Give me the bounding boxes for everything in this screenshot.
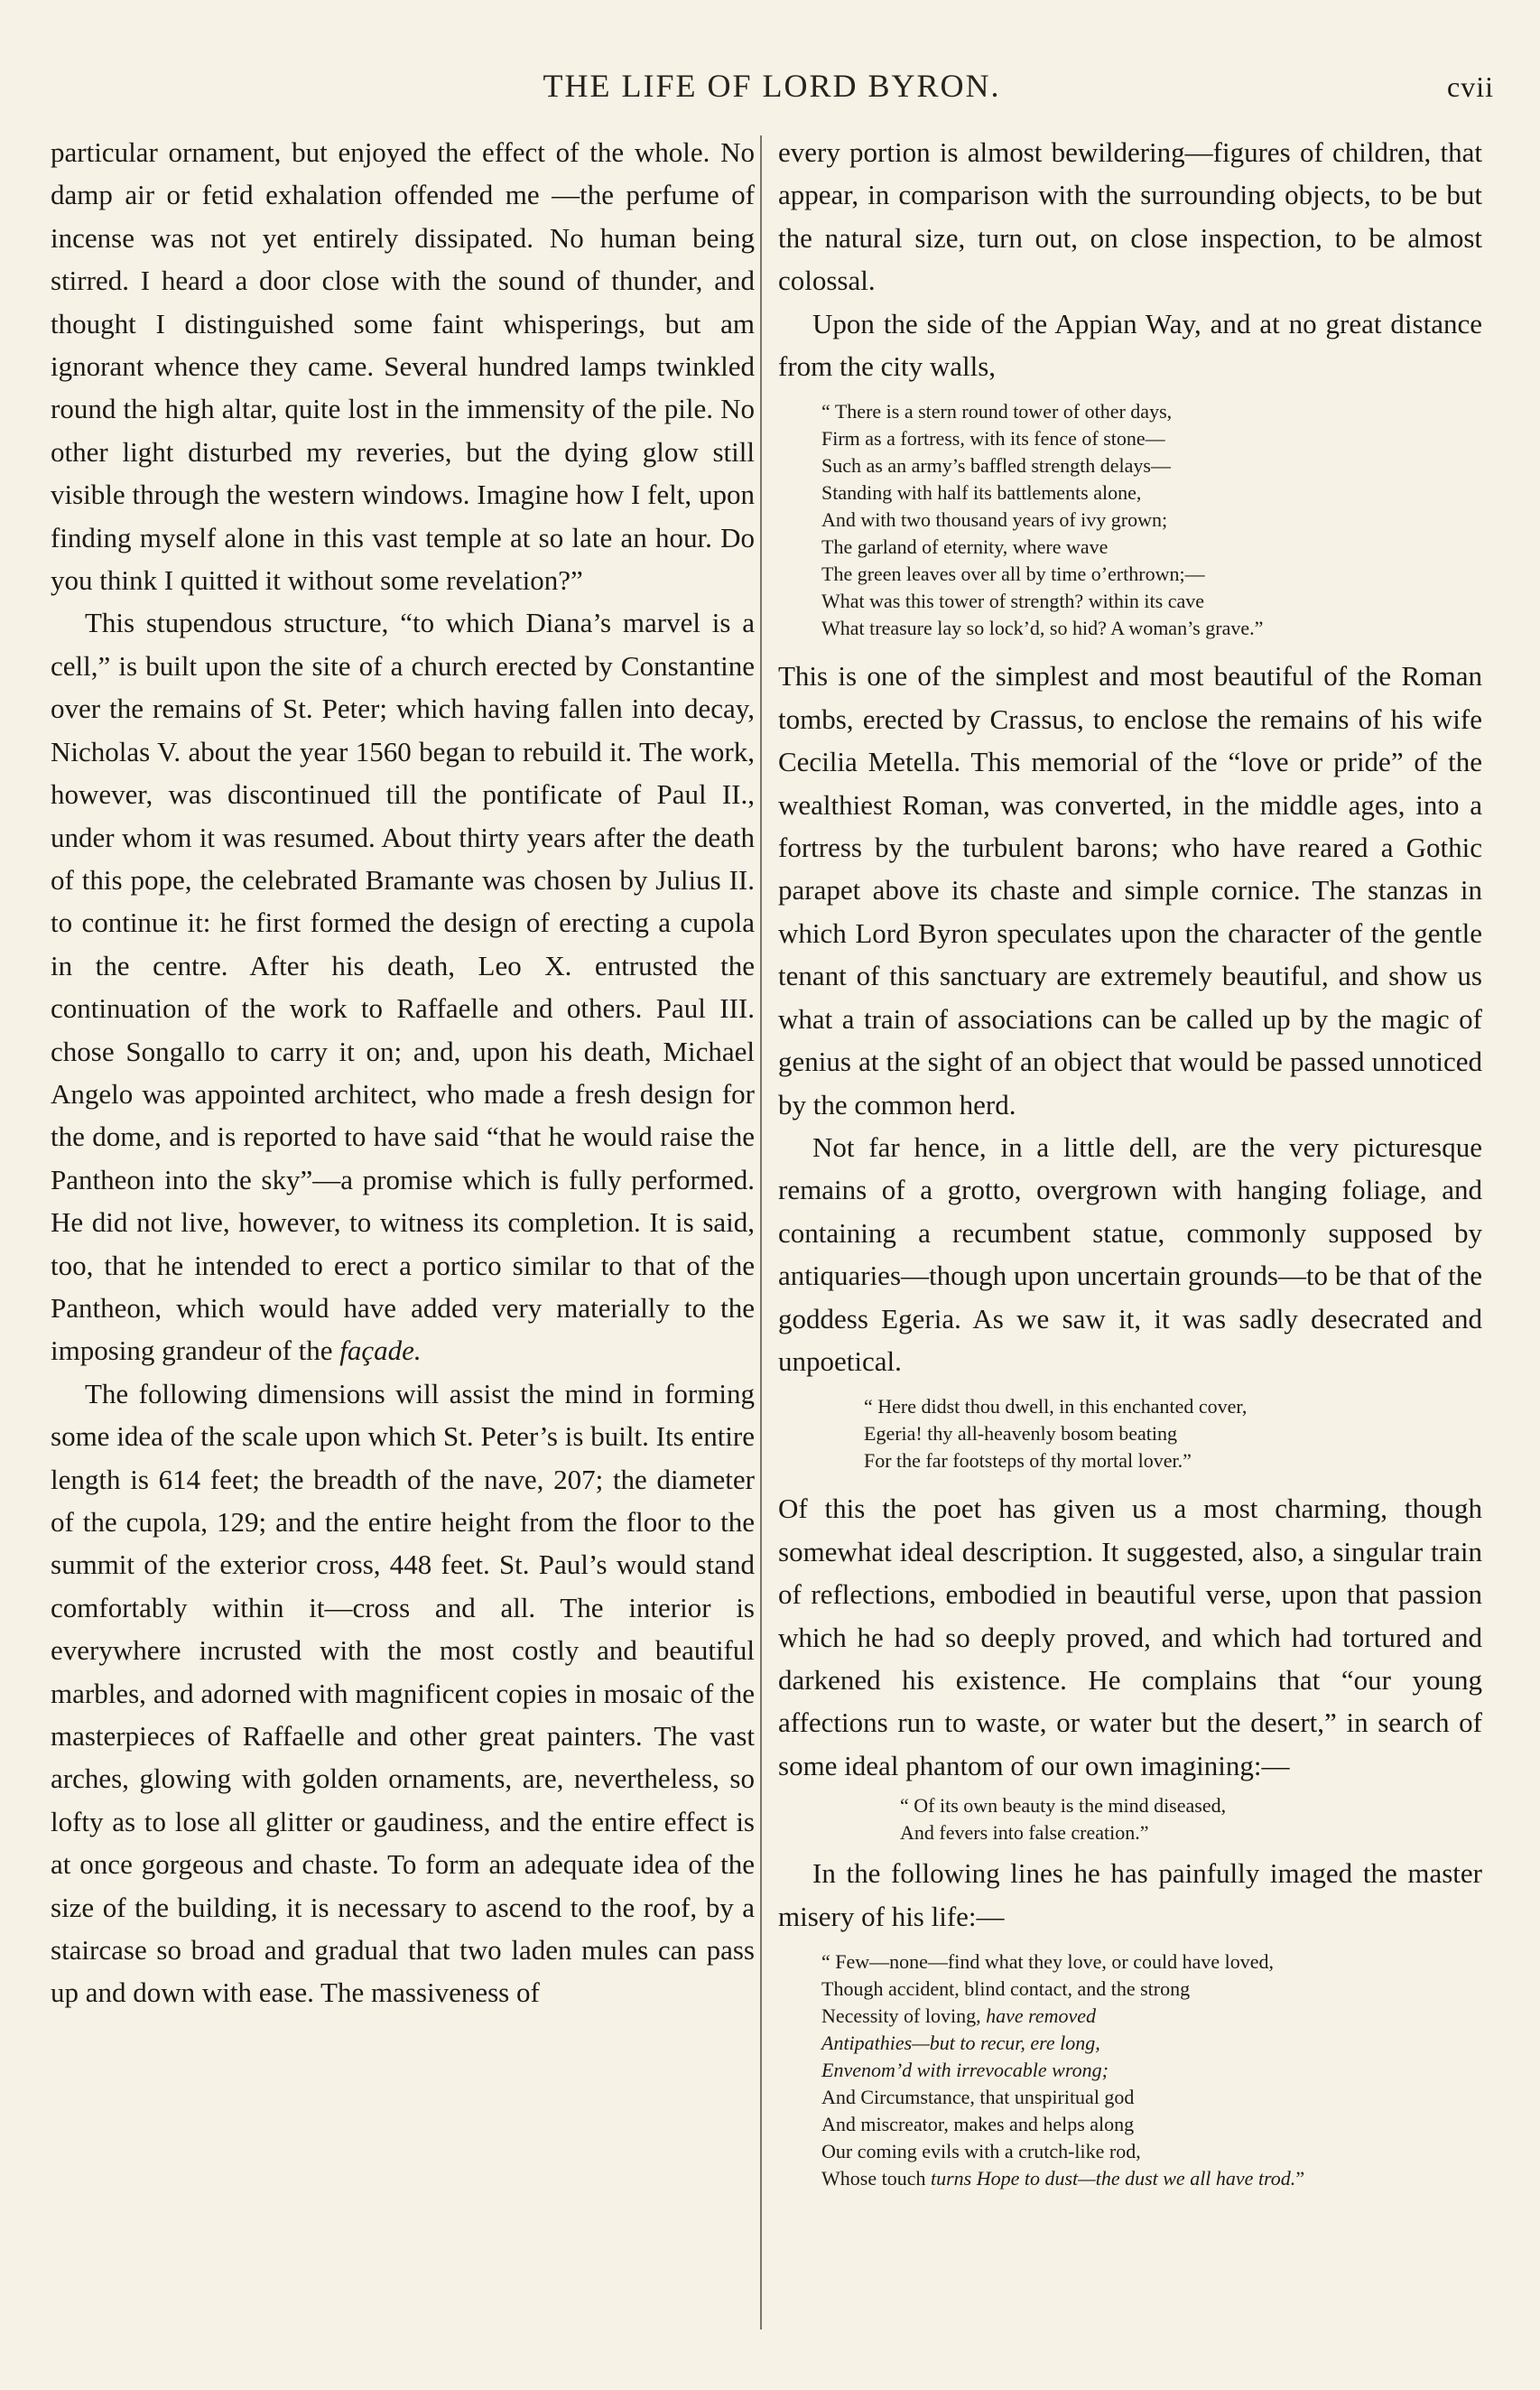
paragraph: particular ornament, but enjoyed the effect of the whole. No damp air or fetid exhalation offended me —the perfume of incense was not yet entirely dissipated. No human being stirred. I heard a door close with the sound of thunder, and thought I distinguished some faint whisperings, but am ignorant whence they came. Several hundred lamps twinkled round the high altar, quite lost in the immensity of the pile. No other light disturbed my reveries, but the dying glow still visible through the western windows. Imagine how I felt, upon finding myself alone in this vast temple at so late an hour. Do you think I quitted it without some revelation?” [51, 136, 755, 597]
verse-line: “ Few—none—find what they love, or could have loved, [821, 1950, 1274, 1973]
verse-line: The green leaves over all by time o’erthrown;— [821, 563, 1205, 586]
paragraph: The following dimensions will assist the mind in forming some idea of the scale upon which St. Peter’s is built. Its entire length is 614 feet; the breadth of the nave, 207; the diameter of the cupola, 129; and the entire height from the floor to the summit of the exterior cross, 448 feet. St. Paul’s would stand comfortably within it—cross and all. The interior is everywhere incrusted with the most costly and beautiful marbles, and adorned with magnificent copies in mosaic of the masterpieces of Raffaelle and other great painters. The vast arches, glowing with golden ornaments, are, nevertheless, so lofty as to lose all glitter or gaudiness, and the entire effect is at once gorgeous and chaste. To form an adequate idea of the size of the building, it is necessary to ascend to the roof, by a staircase so broad and gradual that two laden mules can pass up and down with ease. The massiveness of [51, 1377, 755, 2009]
right-column [778, 131, 1482, 2205]
verse-line: Egeria! thy all-heavenly bosom beating [864, 1422, 1177, 1446]
paragraph [51, 601, 755, 1372]
verse-line: “ There is a stern round tower of other days, [821, 400, 1173, 423]
verse-line: “ Of its own beauty is the mind diseased, [900, 1794, 1227, 1818]
verse-line: And with two thousand years of ivy grown; [821, 508, 1168, 532]
verse-quotation [778, 1393, 1482, 1474]
verse-line: And miscreator, makes and helps along [821, 2113, 1135, 2135]
left-column [51, 131, 755, 2014]
paragraph-text: This stupendous structure, “to which Diana’s marvel is a cell,” is built upon the site of a church erected by Constantine over the remains of St. Peter; which having fallen into decay, Nicholas V. about the year 1560 began to rebuild it. The work, however, was discontinued till the pontificate of Paul II., under whom it was resumed. About thirty years after the death of this pope, the celebrated Bramante was chosen by Julius II. to continue it: he first formed the design of erecting a cupola in the centre. After his death, Leo X. entrusted the continuation of the work to Raffaelle and others. Paul III. chose Songallo to carry it on; and, upon his death, Michael Angelo was appointed architect, who made a fresh design for the dome, and is reported to have said “that he would raise the Pantheon into the sky”—a promise which is fully performed. He did not live, however, to witness its completion. It is said, too, that he intended to erect a portico similar to that of the Pantheon, which would have added very materially to the imposing grandeur of the [51, 607, 755, 1367]
verse-italic: have removed [986, 2004, 1097, 2027]
verse-text: Necessity of loving, [821, 2004, 981, 2027]
verse-quotation [778, 1792, 1482, 1846]
verse-line: The garland of eternity, where wave [821, 535, 1109, 559]
paragraph: Upon the side of the Appian Way, and at no great distance from the city walls, [778, 307, 1482, 383]
running-header [50, 58, 1494, 121]
verse-text: Whose touch [821, 2167, 926, 2190]
column-divider [760, 135, 762, 2330]
verse-quotation [778, 398, 1482, 642]
verse-quotation [778, 1948, 1482, 2192]
verse-line [821, 2003, 1482, 2030]
verse-line: Our coming evils with a crutch-like rod, [821, 2140, 1141, 2162]
paragraph: Not far hence, in a little dell, are the very picturesque remains of a grotto, overgrown with hanging foliage, and containing a recumbent statue, commonly supposed by antiquaries—though upon uncertain grounds—to be that of the goddess Egeria. As we saw it, it was sadly desecrated and unpoetical. [778, 1130, 1482, 1377]
paragraph: In the following lines he has painfully imaged the master misery of his life:— [778, 1857, 1482, 1932]
paragraph: This is one of the simplest and most beautiful of the Roman tombs, erected by Crassus, to enclose the remains of his wife Cecilia Metella. This memorial of the “love or pride” of the wealthiest Roman, was converted, in the middle ages, into a fortress by the turbulent barons; who have reared a Gothic parapet above its chaste and simple cornice. The stanzas in which Lord Byron speculates upon the character of the gentle tenant of this sanctuary are extremely beautiful, and show us what a train of associations can be called up by the magic of genius at the sight of an object that would be passed unnoticed by the common herd. [778, 660, 1482, 1121]
verse-line: Firm as a fortress, with its fence of stone— [821, 427, 1165, 451]
running-title: THE LIFE OF LORD BYRON. [543, 68, 1001, 104]
verse-line: What treasure lay so lock’d, so hid? A woman’s grave.” [821, 617, 1264, 640]
verse-line: And Circumstance, that unspiritual god [821, 2086, 1135, 2108]
verse-line [821, 2165, 1482, 2192]
verse-line: What was this tower of strength? within its cave [821, 590, 1205, 613]
verse-italic: turns Hope to dust—the dust we all have trod. [930, 2167, 1296, 2190]
verse-line: And fevers into false creation.” [900, 1821, 1149, 1845]
verse-line: Standing with half its battlements alone, [821, 481, 1142, 505]
verse-line: Such as an army’s baffled strength delays— [821, 454, 1171, 478]
verse-line: Envenom’d with irrevocable wrong; [821, 2059, 1109, 2081]
verse-line: Antipathies—but to recur, ere long, [821, 2032, 1100, 2054]
verse-line: “ Here didst thou dwell, in this enchanted cover, [864, 1395, 1248, 1418]
verse-line: For the far footsteps of thy mortal lover.” [864, 1449, 1192, 1473]
paragraph: Of this the poet has given us a most charming, though somewhat ideal description. It suggested, also, a singular train of reflections, embodied in beautiful verse, upon that passion which he had so deeply proved, and which had tortured and darkened his existence. He complains that “our young affections run to waste, or water but the desert,” in search of some ideal phantom of our own imagining:— [778, 1493, 1482, 1781]
closing-quote: ” [1295, 2167, 1305, 2190]
paragraph: every portion is almost bewildering—figures of children, that appear, in comparison with the surrounding objects, to be but the natural size, turn out, on close inspection, to be almost colossal. [778, 136, 1482, 297]
facade-word: façade. [339, 1334, 422, 1367]
page-number: cvii [1447, 70, 1494, 103]
verse-line: Though accident, blind contact, and the strong [821, 1977, 1191, 2000]
